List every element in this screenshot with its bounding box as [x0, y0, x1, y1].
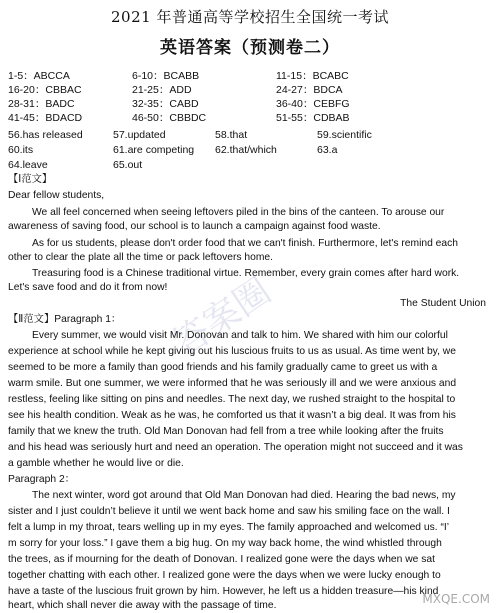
paragraph-line: Every summer, we would visit Mr. Donovan and talk to him. We shared with him our colorful [32, 330, 448, 341]
paragraph-line: felt a lump in my throat, tears welling up in my eyes. The family approached and welcomed us. “I’ [8, 522, 450, 533]
letter-line: awareness of saving food, our school is to launch a campaign against food waste. [8, 221, 381, 232]
letter-line: Treasuring food is a Chinese traditional virtue. Remember, every grain comes after hard work. [32, 268, 460, 279]
section-label: 【Ⅱ范文】Paragraph 1： [8, 314, 122, 325]
paragraph-line: the trees, as if mourning for the death of Donovan. I realized gone were the days when we sat [8, 554, 435, 565]
paragraph-line: heart, which shall never die away with the passage of time. [8, 600, 277, 611]
answer-group: 41-45：BDACD [8, 112, 83, 124]
fill-answer: 57.updated [113, 129, 166, 141]
answer-group: 16-20：CBBAC [8, 84, 82, 96]
answer-group: 6-10：BCABB [132, 70, 200, 82]
letter-greeting: Dear fellow students, [8, 190, 105, 201]
paragraph-line: seemed to be more a family than good friends and his family gradually came to greet us with a [8, 362, 438, 373]
answer-group: 46-50：CBBDC [132, 112, 207, 124]
paragraph-line: a gamble whether he would live or die. [8, 458, 184, 469]
fill-answer: 60.its [8, 144, 34, 156]
answer-sheet-title: 英语答案（预测卷二） [160, 38, 340, 58]
paragraph-line: family that we knew the truth. Old Man Donovan had fell from a tree while looking after the fruits [8, 426, 444, 437]
answer-group: 28-31：BADC [8, 98, 75, 110]
letter-signature: The Student Union [400, 298, 486, 309]
exam-title: 2021 年普通高等学校招生全国统一考试 [111, 8, 389, 26]
letter-line: We all feel concerned when seeing leftovers piled in the bins of the canteen. To arouse our [32, 207, 445, 218]
fill-answer: 61.are competing [113, 144, 195, 156]
fill-answer: 64.leave [8, 159, 48, 171]
fill-answer: 59.scientific [317, 129, 372, 141]
answer-group: 36-40：CEBFG [276, 98, 350, 110]
corner-watermark: MXQE.COM [422, 592, 490, 606]
section-label: 【Ⅰ范文】 [8, 174, 53, 185]
paragraph-line: sister and I just couldn’t believe it until we went back home and saw his smiling face on the wall. I [8, 506, 450, 517]
answer-group: 24-27：BDCA [276, 84, 343, 96]
fill-answer: 56.has released [8, 129, 83, 141]
letter-line: Let's save food and do it from now! [8, 282, 168, 293]
answer-group: 1-5：ABCCA [8, 70, 70, 82]
fill-answer: 63.a [317, 144, 338, 156]
paragraph-line: and his head was seriously hurt and need an operation. The operation might not succeed and it was [8, 442, 463, 453]
fill-answer: 62.that/which [215, 144, 277, 156]
paragraph-line: m sorry for your loss.” I gave them a big hug. On my way back home, the wind whistled through [8, 538, 442, 549]
paragraph-label: Paragraph 2： [8, 474, 75, 485]
paragraph-line: together chatting with each other. I realized gone were the days when we were lucky enough to [8, 570, 441, 581]
answer-group: 51-55：CDBAB [276, 112, 350, 124]
paragraph-line: warm smile. But one summer, we were informed that he was seriously ill and we were anxious and [8, 378, 457, 389]
fill-answer: 65.out [113, 159, 143, 171]
fill-answer: 58.that [215, 129, 248, 141]
paragraph-line: The next winter, word got around that Old Man Donovan had died. Hearing the bad news, my [32, 490, 456, 501]
answer-group: 11-15：BCABC [276, 70, 349, 82]
answer-group: 21-25：ADD [132, 84, 192, 96]
paragraph-line: experience at school while he kept giving out his luscious fruits to us as usual. As time went by, we [8, 346, 456, 357]
answer-group: 32-35：CABD [132, 98, 199, 110]
paragraph-line: have a taste of the luscious fruit grown by him. However, he left us a hidden treasure—his kind [8, 586, 439, 597]
paragraph-line: restless, feeling like sitting on pins and needles. The next day, we rushed straight to the hospital to [8, 394, 456, 405]
letter-line: As for us students, please don't order food that we can't finish. Furthermore, let's remind each [32, 238, 458, 249]
watermark: 答案圈 [166, 270, 279, 365]
paragraph-line: see his health condition. Weak as he was, he comforted us that it wasn’t a big deal. It was from his [8, 410, 456, 421]
letter-line: other to clear the plate all the time or pack leftovers home. [8, 252, 273, 263]
